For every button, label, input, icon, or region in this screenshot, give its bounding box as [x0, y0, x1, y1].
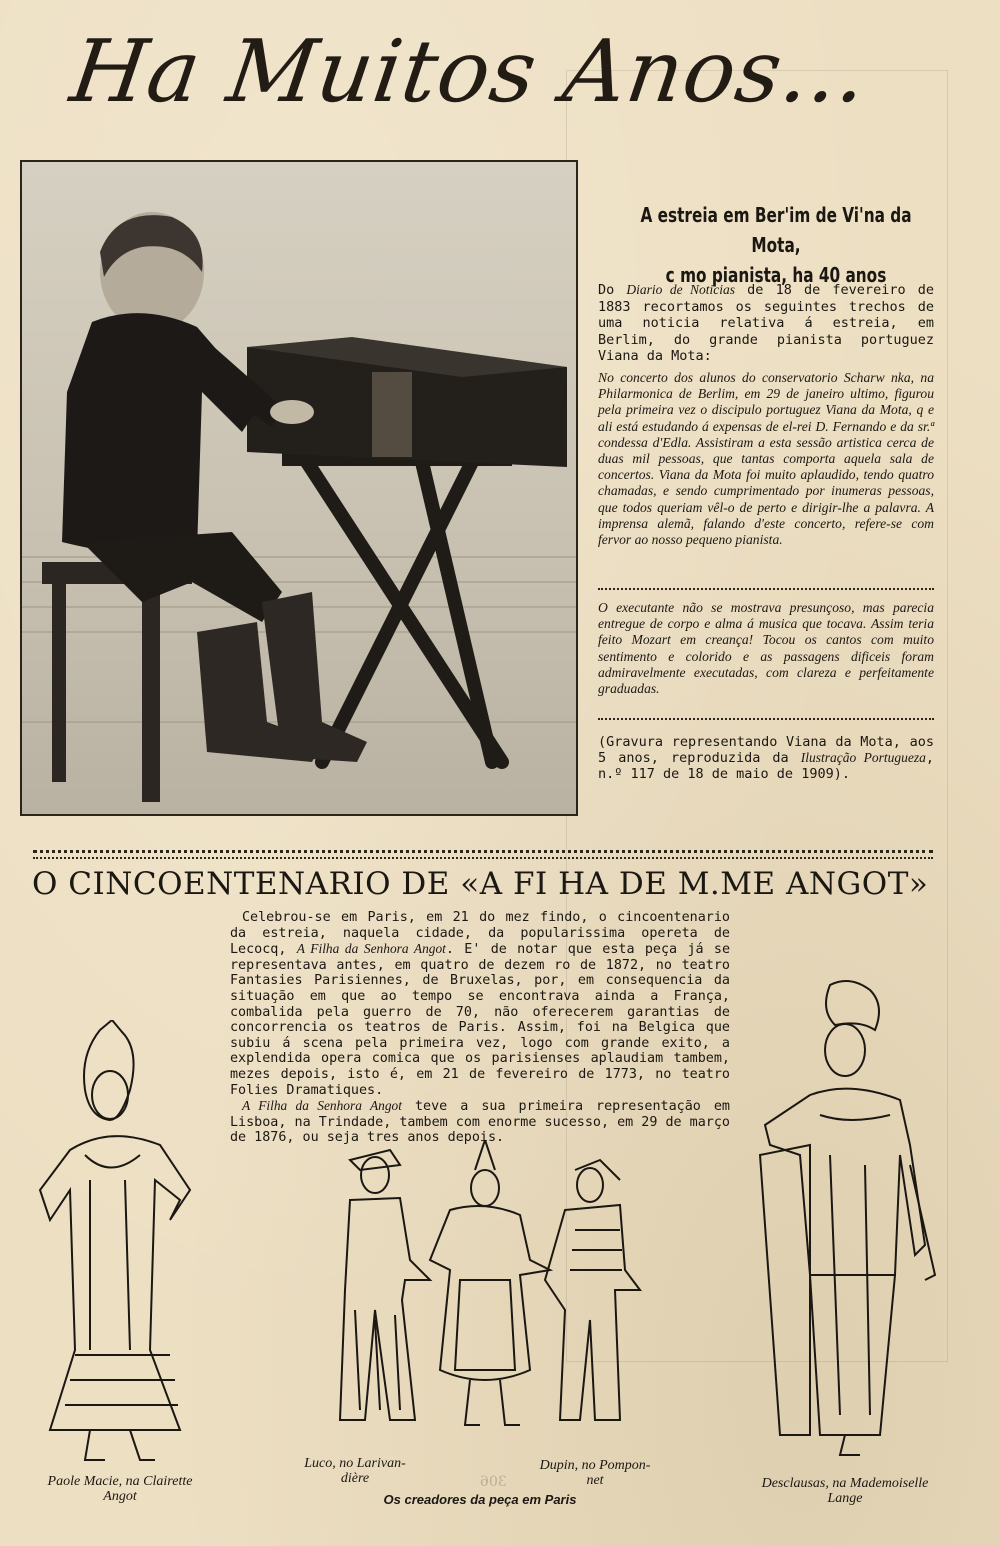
pianist-photo: [20, 160, 578, 816]
credit-source: Ilustração Portugueza: [800, 750, 926, 765]
section1-heading-line1: A estreia em Ber'im de Vi'na da Mota,: [640, 203, 912, 257]
caption-luco-l1: Luco, no Larivan-: [304, 1456, 406, 1471]
caption-luco: [280, 1456, 430, 1486]
credit-b: , n.º 117 de 18 de maio de 1909).: [598, 750, 934, 782]
intro-rest: de 18 de fevereiro de 1883 recortamos os seguintes trechos de uma noticia relativa á estreia, em Berlim, do grande pianista portuguez Viana da Mota:: [598, 282, 934, 364]
caption-paole-l1: Paole Macie, na Clairette: [47, 1474, 193, 1489]
dotted-separator: [598, 718, 934, 722]
caption-paole-l2: Angot: [103, 1489, 137, 1504]
figure-group-luco-dupin: [320, 1140, 650, 1440]
section1-heading-line2: c mo pianista, ha 40 anos: [665, 263, 887, 287]
section1-heading: [626, 200, 925, 290]
caption-paole-macie: [20, 1474, 220, 1504]
section2-article: [230, 910, 730, 1146]
caption-dupin: [520, 1458, 670, 1488]
quote-2: O executante não se mostrava presunçoso, mas parecia entregue de corpo e alma á musica que tocava. Assim teria feito Mozart em creança! Tocou os cantos com muito sentimento e colorido e as passagens dificeis foram admiravelmente executadas, com clareza e perfeitamente graduadas.: [598, 600, 934, 697]
page-number: 306: [480, 1474, 507, 1490]
caption-dupin-l2: net: [586, 1473, 604, 1488]
article-paragraph-1: [230, 910, 730, 1098]
intro-source: Diario de Noticias: [626, 282, 735, 297]
article-paragraph-2: [230, 1098, 730, 1146]
dotted-separator: [598, 588, 934, 592]
caption-main: Os creadores da peça em Paris: [383, 1492, 577, 1507]
caption-desclausas-l1: Desclausas, na Mademoiselle: [761, 1476, 929, 1491]
p1-a: Celebrou-se em Paris, em 21 do mez findo, o cincoentenario da estreia, naquela cidade, da popularissima opereta de Lecocq,: [230, 910, 730, 958]
quote-1: No concerto dos alunos do conservatorio Scharw nka, na Philarmonica de Berlim, em 29 de janeiro ultimo, figurou pela primeira vez o discipulo portuguez Viana da Mota, q e ali está estudando á expensas de el-rei D. Fernando e da sr.ª condessa d'Edla. Assistiram a esta sessão artistica cerca de duas mil pessoas, que tantas comporta aquela sala de concertos. Viana da Mota foi muito aplaudido, tendo quatro chamadas, e sendo cumprimentado por inumeras pessoas, que todos queriam vêl-o de perto e dirigir-lhe a palavra. A imprensa alemã, falando d'este concerto, refere-se com fervor ao nosso pequeno pianista.: [598, 370, 934, 548]
figure-paole-macie: [30, 1020, 210, 1470]
photo-credit: [598, 734, 934, 782]
pianist-illustration: [22, 162, 576, 814]
intro-prefix: Do: [598, 282, 627, 298]
p1-title: A Filha da Senhora Angot: [296, 941, 446, 957]
credit-a: (Gravura representando Viana da Mota, aos 5 anos, reproduzida da: [598, 734, 934, 766]
section2-headline: O CINCOENTENARIO DE «A FI HA DE M.ME ANGOT»: [32, 866, 929, 902]
section1-intro: [598, 282, 934, 365]
caption-desclausas: [730, 1476, 960, 1506]
page-title: Ha Muitos Anos...: [64, 22, 874, 122]
section-rule: [33, 850, 933, 859]
p2-b: teve a sua primeira representação em Lisboa, na Trindade, tambem com enorme sucesso, em 29 de março de 1876, ou seja tres anos depois.: [230, 1099, 730, 1146]
caption-luco-l2: dière: [340, 1471, 370, 1486]
p2-title: A Filha da Senhora Angot: [242, 1098, 402, 1114]
caption-desclausas-l2: Lange: [827, 1491, 863, 1506]
p1-b: . E' de notar que esta peça já se representava antes, em quatro de dezem ro de 1872, no teatro Fantasies Parisiennes, de Bruxelas, por, em consequencia da situação em que ao tempo se encontrava ainda a França, combalida pela guerro de 70, não oferecerem garantias de concorrencia os teatros de Paris. Assim, foi na Belgica que subiu á scena pela primeira vez, logo com grande exito, a explendida opera comica que os parisienses aplaudiam tambem, mezes depois, isto é, em 21 de fevereiro de 1773, no teatro Folies Dramatiques.: [230, 942, 731, 1098]
figure-desclausas: [750, 975, 950, 1465]
caption-dupin-l1: Dupin, no Pompon-: [539, 1458, 651, 1473]
